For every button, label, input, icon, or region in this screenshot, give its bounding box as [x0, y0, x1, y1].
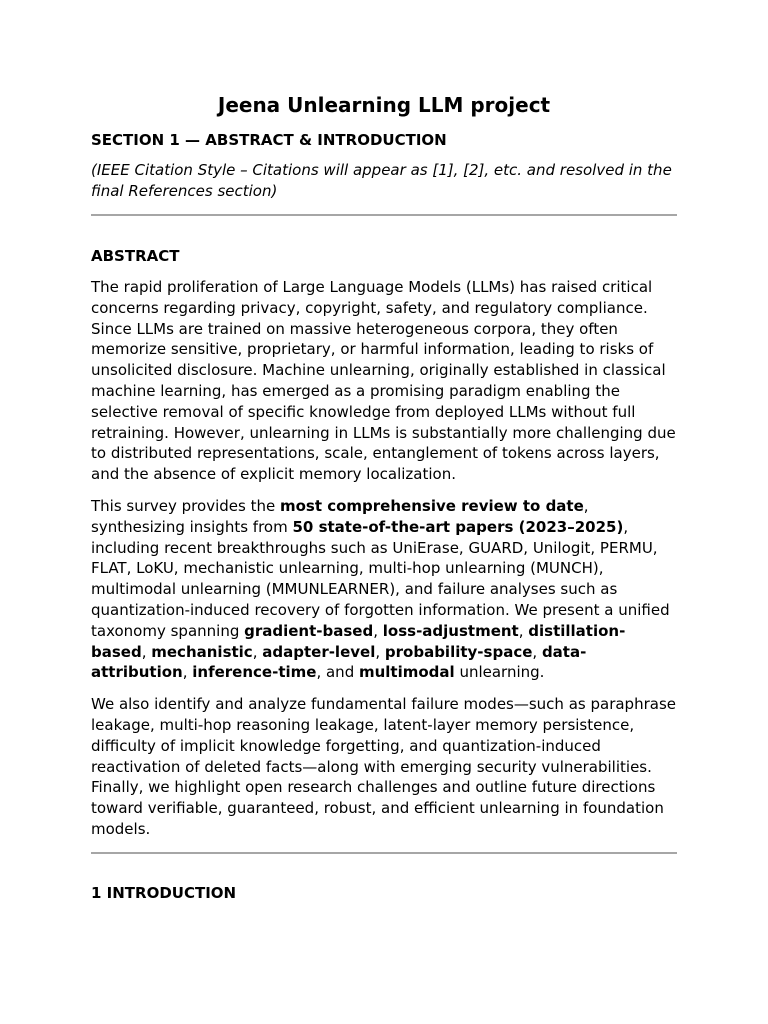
divider-top — [91, 214, 677, 216]
citation-style-note: (IEEE Citation Style – Citations will appear as [1], [2], etc. and resolved in the final References section) — [91, 161, 672, 200]
bold-run: loss-adjustment — [382, 621, 519, 640]
bold-run: gradient-based — [244, 621, 374, 640]
text-run: , — [532, 642, 542, 661]
text-run: , — [373, 621, 383, 640]
text-run: This survey provides the — [91, 496, 280, 515]
text-run: , including recent breakthroughs such as UniErase, GUARD, Unilogit, PERMU, FLAT, LoKU, mechanistic unlearning, multi-hop unlearning (MUNCH), multimodal unlearning (MMUNLEARNER), and failure analyses such as quantization-induced recovery of forgotten information. We present a unified taxonomy spanning — [91, 517, 670, 640]
text-run: , — [141, 642, 152, 661]
bold-run: inference-time — [192, 663, 317, 682]
bold-run: distillation-based — [91, 621, 626, 661]
bold-run: data-attribution — [91, 642, 587, 682]
bold-run: probability-space — [384, 642, 533, 661]
bold-run: 50 state-of-the-art papers (2023–2025) — [292, 517, 624, 536]
abstract-paragraph-3: We also identify and analyze fundamental failure modes—such as paraphrase leakage, multi-hop reasoning leakage, latent-layer memory persistence, difficulty of implicit knowledge forgetting, and quantization-induced reactivation of deleted facts—along with emerging security vulnerabilities. Finally, we highlight open research challenges and outline future directions toward verifiable, guaranteed, robust, and efficient unlearning in foundation models. — [91, 695, 676, 838]
section-heading: SECTION 1 — ABSTRACT & INTRODUCTION — [91, 131, 447, 149]
text-run: , — [252, 642, 263, 661]
abstract-paragraph-1: The rapid proliferation of Large Language Models (LLMs) has raised critical concerns regarding privacy, copyright, safety, and regulatory compliance. Since LLMs are trained on massive heterogeneous corpora, they often memorize sensitive, proprietary, or harmful information, leading to risks of unsolicited disclosure. Machine unlearning, originally established in classical machine learning, has emerged as a promising paradigm enabling the selective removal of specific knowledge from deployed LLMs without full retraining. However, unlearning in LLMs is substantially more challenging due to distributed representations, scale, entanglement of tokens across layers, and the absence of explicit memory localization. — [91, 278, 676, 484]
document-title: Jeena Unlearning LLM project — [217, 93, 551, 117]
text-run: , — [375, 642, 385, 661]
bold-run: multimodal — [358, 663, 455, 682]
abstract-heading: ABSTRACT — [91, 247, 180, 265]
text-run: unlearning. — [454, 663, 545, 682]
text-run: , and — [316, 663, 359, 682]
abstract-paragraph-2 — [91, 496, 677, 683]
text-run: , — [518, 621, 529, 640]
bold-run: adapter-level — [262, 642, 376, 661]
introduction-heading: 1 INTRODUCTION — [91, 883, 237, 902]
divider-bottom — [91, 852, 677, 854]
text-run: , synthesizing insights from — [91, 496, 589, 536]
text-run: , — [182, 663, 193, 682]
bold-run: mechanistic — [151, 642, 253, 661]
bold-run: most comprehensive review to date — [279, 496, 584, 515]
